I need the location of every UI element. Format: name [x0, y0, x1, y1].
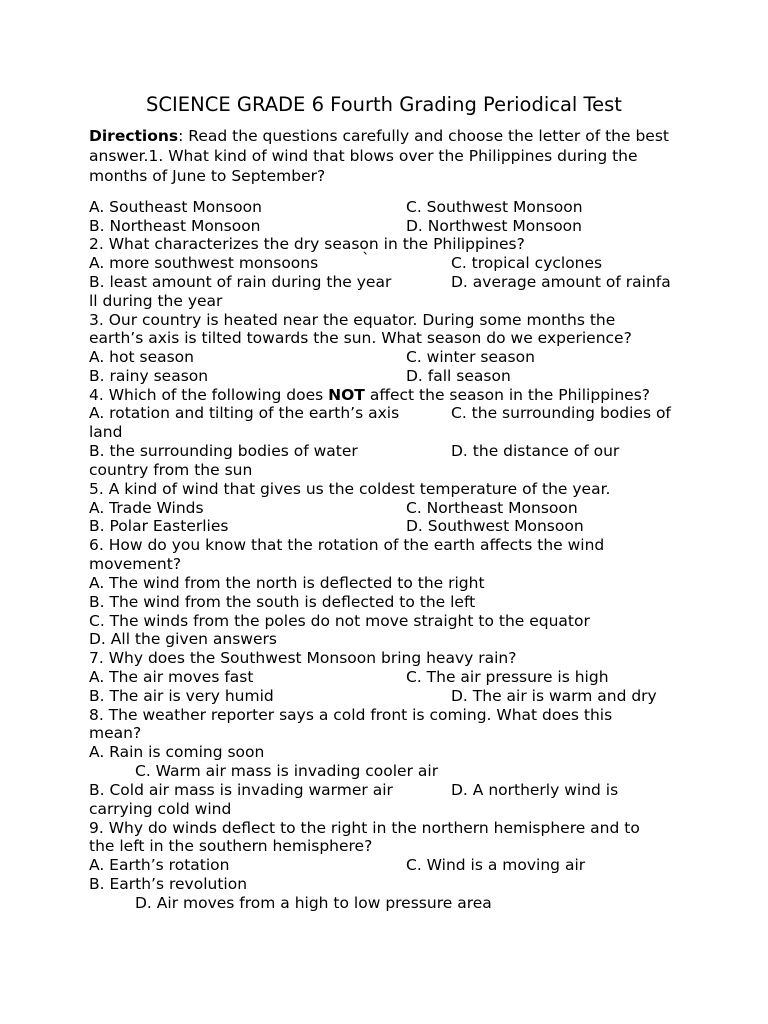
q4-option-c-continued: land [89, 423, 123, 441]
q4-question-start: 4. Which of the following does [89, 386, 329, 404]
q1-option-a: A. Southeast Monsoon [89, 198, 262, 216]
q9-option-d: D. Air moves from a high to low pressure area [135, 894, 492, 912]
q6-question-line2: movement? [89, 555, 182, 573]
q3-option-b: B. rainy season [89, 367, 209, 385]
q3-question-line2: earth’s axis is tilted towards the sun. What season do we experience? [89, 329, 632, 347]
q5-question: 5. A kind of wind that gives us the coldest temperature of the year. [89, 480, 611, 498]
q2-option-d: D. average amount of rainfa [451, 273, 671, 291]
q9-option-b: B. Earth’s revolution [89, 875, 248, 893]
q2-option-c: C. tropical cyclones [451, 254, 603, 272]
directions-label: Directions [89, 127, 179, 145]
q9-option-a: A. Earth’s rotation [89, 856, 230, 874]
q7-option-b: B. The air is very humid [89, 687, 274, 705]
q6-option-d: D. All the given answers [89, 630, 277, 648]
q8-option-a: A. Rain is coming soon [89, 743, 265, 761]
q9-question-line2: the left in the southern hemisphere? [89, 837, 373, 855]
q4-question-end: affect the season in the Philippines? [364, 386, 650, 404]
q2-option-a: A. more southwest monsoons [89, 254, 319, 272]
q3-option-d: D. fall season [406, 367, 511, 385]
q8-option-d: D. A northerly wind is [451, 781, 619, 799]
q3-option-a: A. hot season [89, 348, 194, 366]
q8-option-b: B. Cold air mass is invading warmer air [89, 781, 393, 799]
q1-option-b: B. Northeast Monsoon [89, 217, 261, 235]
q8-question-line1: 8. The weather reporter says a cold front is coming. What does this [89, 706, 613, 724]
q4-option-b: B. the surrounding bodies of water [89, 442, 358, 460]
q5-option-a: A. Trade Winds [89, 499, 204, 517]
q4-option-d-continued: country from the sun [89, 461, 253, 479]
q7-question: 7. Why does the Southwest Monsoon bring heavy rain? [89, 649, 517, 667]
q8-question-line2: mean? [89, 724, 142, 742]
directions-text: : Read the questions carefully and choose the letter of the best answer.1. What kind of wind that blows over the Philippines during the months of June to September? [89, 127, 669, 185]
q7-option-d: D. The air is warm and dry [451, 687, 657, 705]
q5-option-b: B. Polar Easterlies [89, 517, 229, 535]
q5-option-d: D. Southwest Monsoon [406, 517, 584, 535]
q4-question [89, 386, 650, 405]
q6-option-b: B. The wind from the south is deflected to the left [89, 593, 476, 611]
q2-stray-mark: ` [362, 250, 370, 268]
q6-option-c: C. The winds from the poles do not move straight to the equator [89, 612, 590, 630]
page-title: SCIENCE GRADE 6 Fourth Grading Periodical Test [146, 93, 622, 116]
q2-question: 2. What characterizes the dry season in the Philippines? [89, 235, 525, 253]
q6-option-a: A. The wind from the north is deflected to the right [89, 574, 485, 592]
q7-option-c: C. The air pressure is high [406, 668, 609, 686]
q9-question-line1: 9. Why do winds deflect to the right in the northern hemisphere and to [89, 819, 640, 837]
q1-option-d: D. Northwest Monsoon [406, 217, 582, 235]
q3-question-line1: 3. Our country is heated near the equator. During some months the [89, 311, 616, 329]
q1-option-c: C. Southwest Monsoon [406, 198, 583, 216]
q7-option-a: A. The air moves fast [89, 668, 254, 686]
q9-option-c: C. Wind is a moving air [406, 856, 586, 874]
q6-question-line1: 6. How do you know that the rotation of the earth affects the wind [89, 536, 605, 554]
q3-option-c: C. winter season [406, 348, 535, 366]
q4-option-a: A. rotation and tilting of the earth’s axis [89, 404, 400, 422]
q2-option-b: B. least amount of rain during the year [89, 273, 392, 291]
q5-option-c: C. Northeast Monsoon [406, 499, 578, 517]
q4-question-emphasis: NOT [328, 386, 365, 404]
q8-option-c: C. Warm air mass is invading cooler air [135, 762, 439, 780]
q4-option-c: C. the surrounding bodies of [451, 404, 671, 422]
directions-paragraph [89, 126, 689, 186]
q4-option-d: D. the distance of our [451, 442, 620, 460]
q8-option-d-continued: carrying cold wind [89, 800, 232, 818]
q2-option-d-continued: ll during the year [89, 292, 223, 310]
